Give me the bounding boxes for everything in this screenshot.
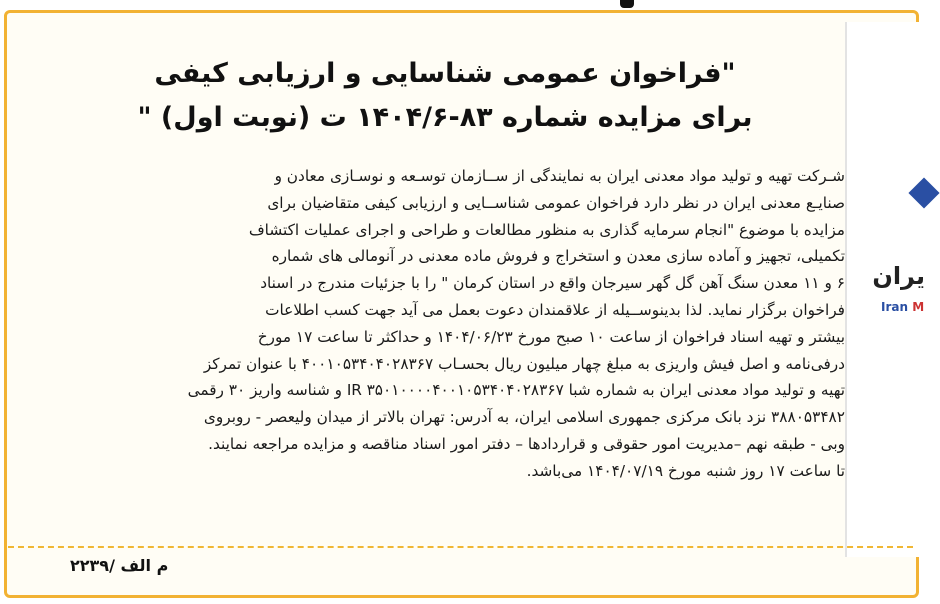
logo-english-text (881, 300, 925, 314)
title-line-1: "فراخوان عمومی شناسایی و ارزیابی کیفی (154, 58, 736, 89)
body-line: ۶ و ۱۱ معدن سنگ آهن گل گهر سیرجان واقع در استان کرمان " را با جزئیات مندرج در اسناد (260, 274, 845, 293)
title-line-2: برای مزایده شماره ۸۳-۱۴۰۴/۶ ت (نوبت اول) " (137, 102, 753, 133)
body-line: تا ساعت ۱۷ روز شنبه مورخ ۱۴۰۴/۰۷/۱۹ می‌باشد. (526, 461, 845, 480)
body-line: شـرکت تهیه و تولید مواد معدنی ایران به نمایندگی از ســازمان توسـعه و نوسـازی معادن و (274, 167, 845, 185)
body-line: ۳۸۸۰۵۳۴۸۲ نزد بانک مرکزی جمهوری اسلامی ایران، به آدرس: تهران بالاتر از میدان ولیعصر - روبروی (203, 408, 845, 427)
side-logo-panel (845, 22, 925, 557)
body-line: تکمیلی، تجهیز و آماده سازی معدن و استخراج و فروش ماده معدنی در آنومالی های شماره (271, 247, 845, 266)
footer-divider (8, 546, 913, 548)
body-line: بیشتر و تهیه اسناد فراخوان از ساعت ۱۰ صبح مورخ ۱۴۰۴/۰۶/۲۳ و حداکثر تا ساعت ۱۷ مورخ (257, 327, 845, 346)
body-line: فراخوان برگزار نماید. لذا بدینوســیله از علاقمندان دعوت بعمل می آید جهت کسب اطلاعات (265, 300, 845, 319)
body-line: تهیه و تولید مواد معدنی ایران به شماره شبا IR ۳۵۰۱۰۰۰۰۴۰۰۱۰۵۳۴۰۴۰۲۸۳۶۷ و شناسه واریز ۳۰ رقمی (187, 381, 845, 400)
reference-code: م الف /۲۲۳۹ (70, 556, 169, 575)
body-line: درفی‌نامه و اصل فیش واریزی به مبلغ چهار میلیون ریال بحسـاب ۴۰۰۱۰۵۳۴۰۴۰۲۸۳۶۷ با عنوان تمرکز (203, 354, 845, 373)
top-stub (620, 0, 634, 8)
ad-body (2, 163, 845, 485)
logo-english-prefix: Iran (881, 300, 913, 314)
body-line: وبی - طبقه نهم –مدیریت امور حقوقی و قراردادها – دفتر امور اسناد مناقصه و مزایده مراجعه نمایند. (208, 434, 845, 453)
body-line: مزایده با موضوع "انجام سرمایه گذاری به منظور مطالعات و طراحی و اجرای عملیات اکتشاف (248, 220, 845, 239)
logo-diamond-icon (908, 177, 939, 208)
logo-persian-text: یران (872, 262, 925, 290)
logo-english-accent: M (912, 300, 925, 314)
ad-title (60, 52, 830, 140)
body-line: صنایـع معدنی ایران در نظر دارد فراخوان عمومی شناســایی و ارزیابی کیفی متقاضیان برای (267, 193, 845, 212)
